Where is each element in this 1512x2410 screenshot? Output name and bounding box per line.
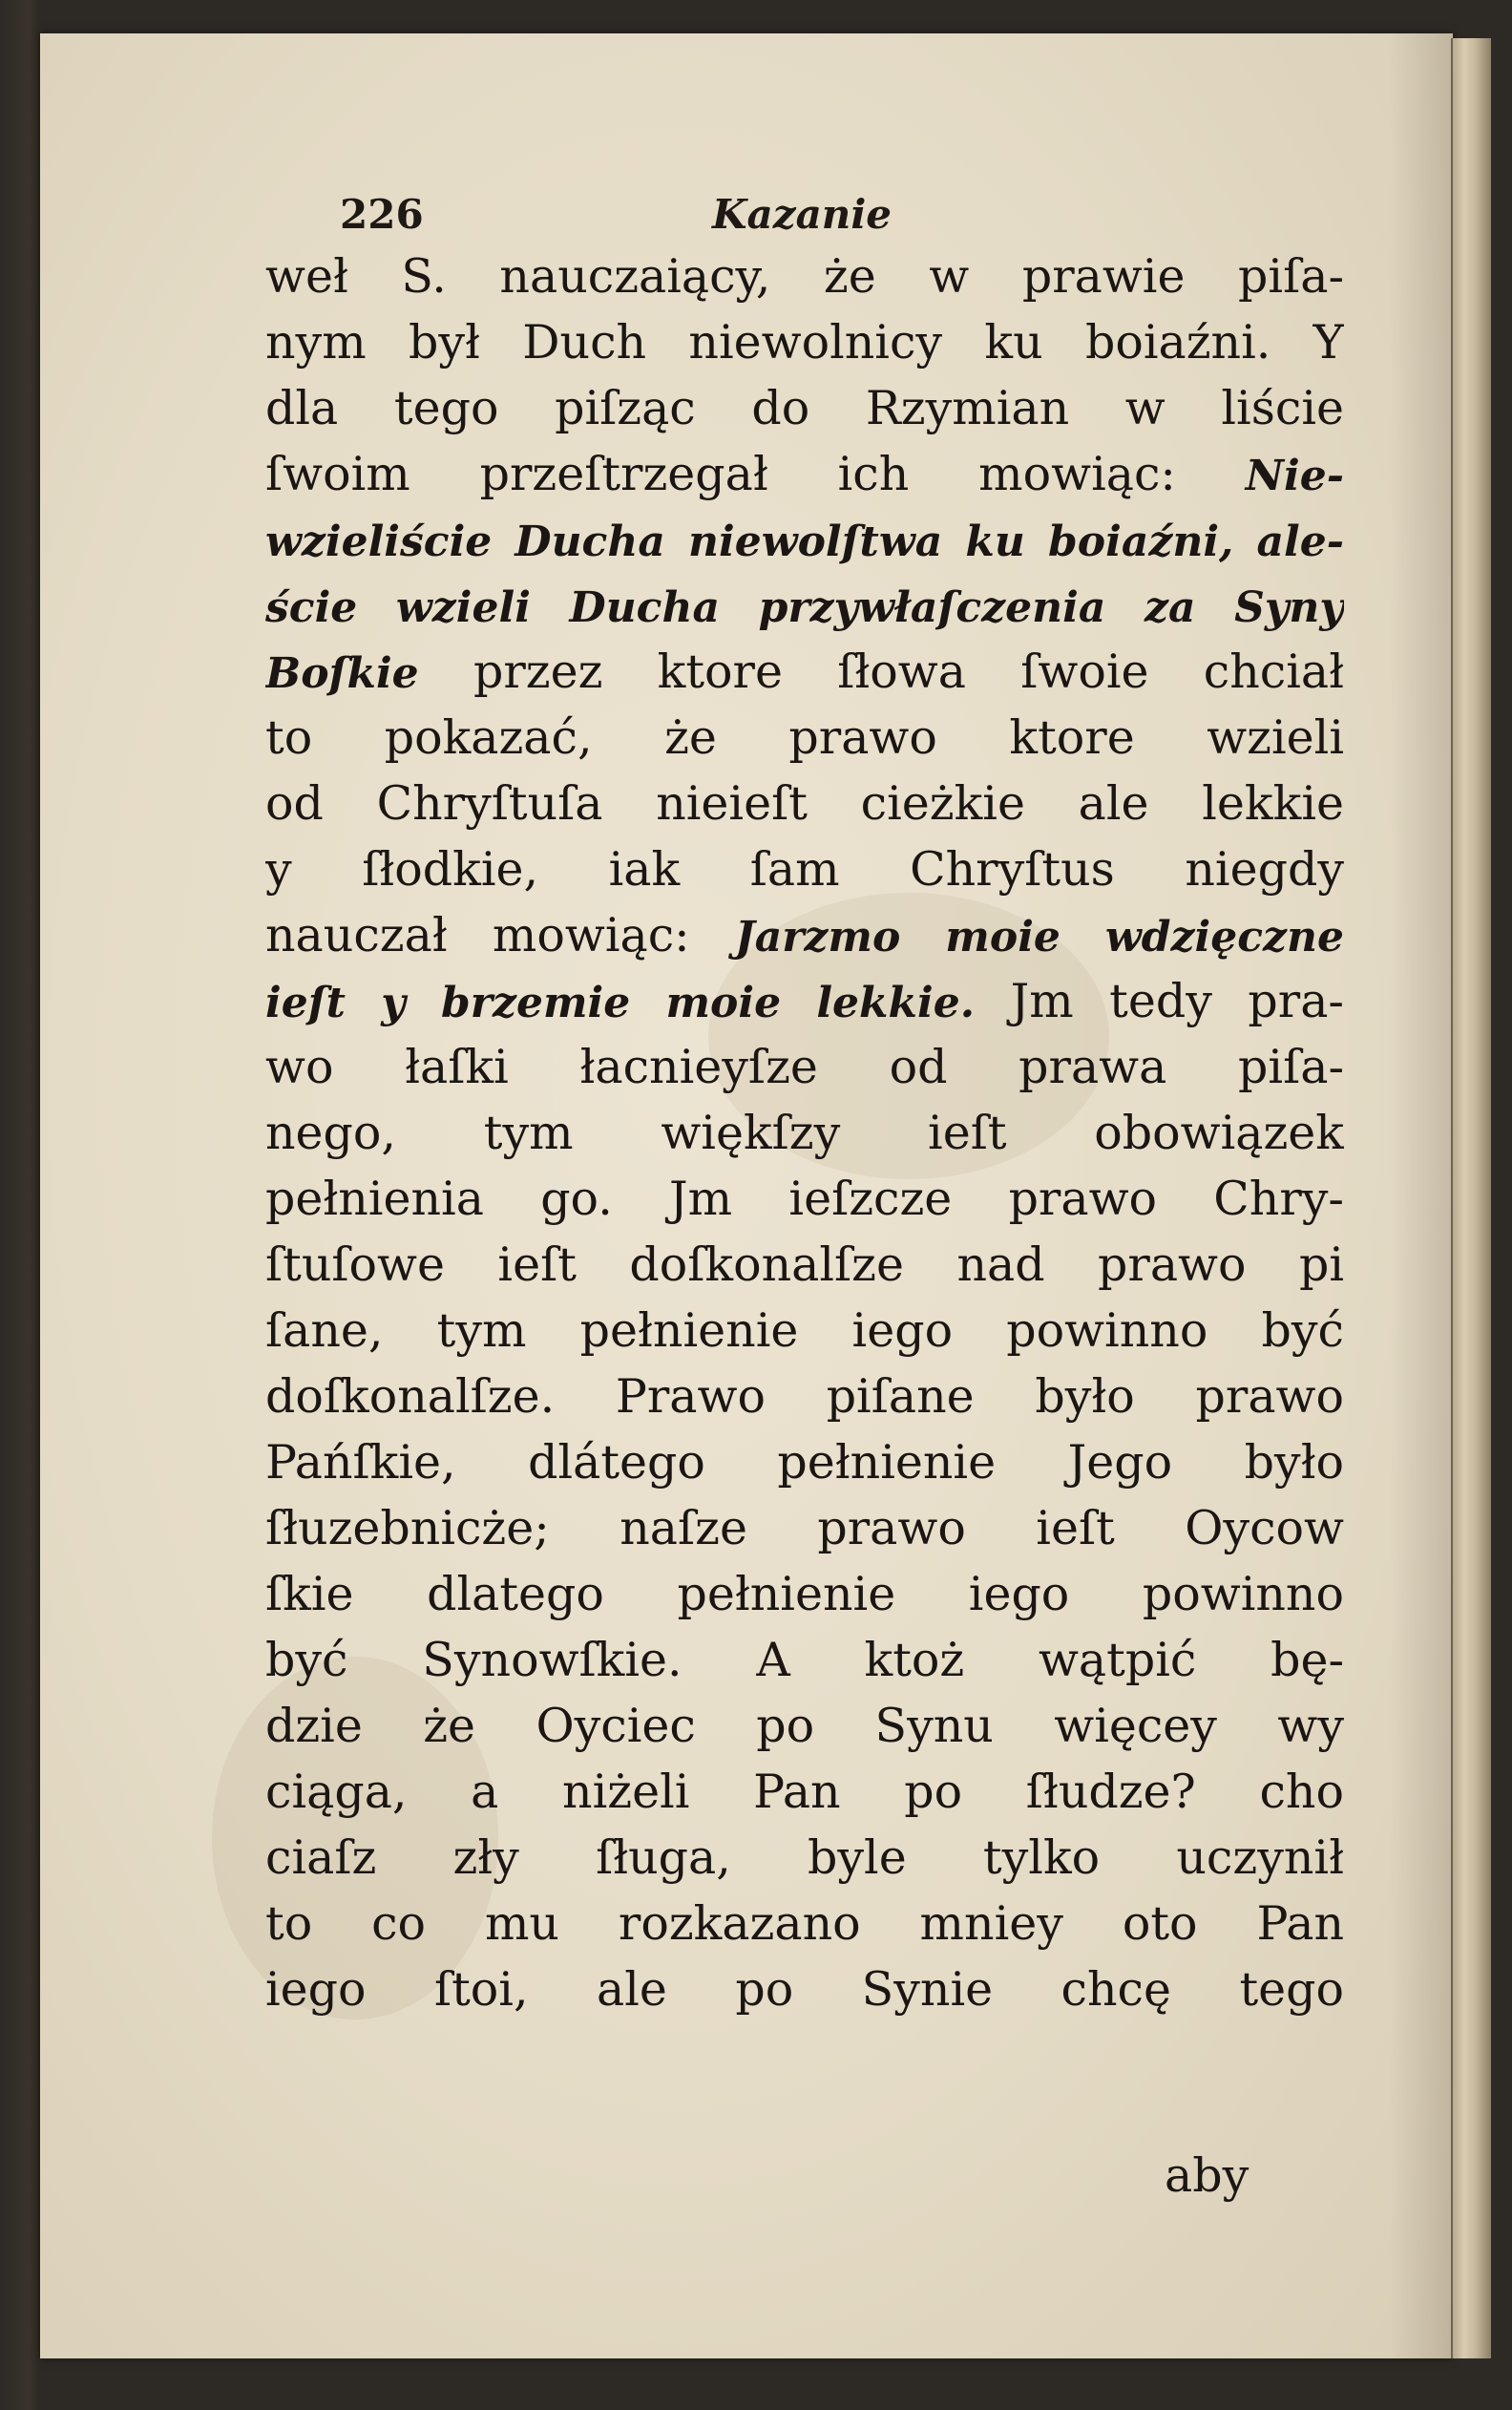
- text-line: [265, 1034, 1344, 1100]
- text-run: ciaſz zły ſługa, byle tylko uczynił: [265, 1830, 1344, 1885]
- text-line: [265, 1364, 1344, 1429]
- spine-shadow: [1389, 33, 1456, 2358]
- text-run: Pańſkie, dlátego pełnienie Jego było: [265, 1435, 1344, 1490]
- italic-quote-run: ieſt y brzemie moie lekkie.: [265, 979, 976, 1027]
- text-run: nauczał mowiąc:: [265, 908, 735, 962]
- text-run: ciąga, a niżeli Pan po ſłudze? cho: [265, 1765, 1344, 1819]
- text-run: to pokazać, że prawo ktore wzieli: [265, 710, 1344, 765]
- next-page-edge: [1451, 38, 1491, 2358]
- text-line: [265, 1429, 1344, 1495]
- running-title: Kazanie: [712, 191, 892, 238]
- text-line: [265, 375, 1344, 441]
- text-run: nego, tym więkſzy ieſt obowiązek: [265, 1106, 1344, 1160]
- text-run: pełnienia go. Jm ieſzcze prawo Chry-: [265, 1172, 1344, 1226]
- text-run: Jm tedy pra-: [975, 974, 1344, 1028]
- text-line: [265, 968, 1344, 1034]
- italic-quote-run: Boſkie: [265, 649, 419, 698]
- text-run: ſłuzebnicże; naſze prawo ieſt Oycow: [265, 1501, 1344, 1555]
- text-run: ſtuſowe ieſt doſkonalſze nad prawo pi: [265, 1237, 1344, 1292]
- text-line: [265, 1759, 1344, 1825]
- text-line: [265, 1956, 1344, 2022]
- text-run: weł S. nauczaiący, że w prawie piſa-: [265, 249, 1344, 304]
- text-line: [265, 507, 1344, 573]
- page-number: 226: [340, 191, 424, 238]
- text-run: od Chryſtuſa nieieſt cieżkie ale lekkie: [265, 776, 1344, 831]
- text-line: [265, 902, 1344, 968]
- text-line: [265, 771, 1344, 836]
- italic-quote-run: ście wzieli Ducha przywłaſczenia za Syny: [265, 583, 1344, 632]
- text-line: [265, 1166, 1344, 1232]
- italic-quote-run: Jarzmo moie wdzięczne: [734, 913, 1344, 962]
- text-line: [265, 1232, 1344, 1298]
- text-line: [265, 639, 1344, 705]
- text-line: [265, 309, 1344, 375]
- text-line: [265, 573, 1344, 639]
- text-line: [265, 243, 1344, 309]
- text-line: [265, 1627, 1344, 1693]
- text-run: dzie że Oyciec po Synu więcey wy: [265, 1699, 1344, 1753]
- text-run: ſane, tym pełnienie iego powinno być: [265, 1303, 1344, 1358]
- text-line: [265, 1825, 1344, 1891]
- text-line: [265, 1693, 1344, 1759]
- text-run: być Synowſkie. A ktoż wątpić bę-: [265, 1633, 1344, 1687]
- body-text: [265, 243, 1344, 2022]
- italic-quote-run: wzieliście Ducha niewolſtwa ku boiaźni, ale-: [265, 518, 1344, 566]
- text-line: [265, 1561, 1344, 1627]
- text-line: [265, 1298, 1344, 1364]
- italic-quote-run: Nie-: [1245, 452, 1344, 500]
- page-header: [340, 181, 1352, 239]
- text-line: [265, 441, 1344, 507]
- text-line: [265, 1495, 1344, 1561]
- catchword: aby: [1165, 2148, 1250, 2203]
- text-run: ſkie dlatego pełnienie iego powinno: [265, 1567, 1344, 1621]
- text-run: dla tego piſząc do Rzymian w liście: [265, 381, 1344, 435]
- text-run: to co mu rozkazano mniey oto Pan: [265, 1896, 1344, 1951]
- text-line: [265, 705, 1344, 771]
- text-run: przez ktore ſłowa ſwoie chciał: [418, 645, 1344, 699]
- text-run: ſwoim przeſtrzegał ich mowiąc:: [265, 447, 1246, 501]
- text-run: iego ſtoi, ale po Synie chcę tego: [265, 1962, 1344, 2017]
- text-run: nym był Duch niewolnicy ku boiaźni. Y: [265, 315, 1344, 370]
- text-run: doſkonalſze. Prawo piſane było prawo: [265, 1369, 1344, 1424]
- text-run: wo łaſki łacnieyſze od prawa piſa-: [265, 1040, 1344, 1094]
- text-line: [265, 836, 1344, 902]
- text-line: [265, 1891, 1344, 1956]
- text-line: [265, 1100, 1344, 1166]
- text-run: y ſłodkie, iak ſam Chryſtus niegdy: [265, 842, 1344, 897]
